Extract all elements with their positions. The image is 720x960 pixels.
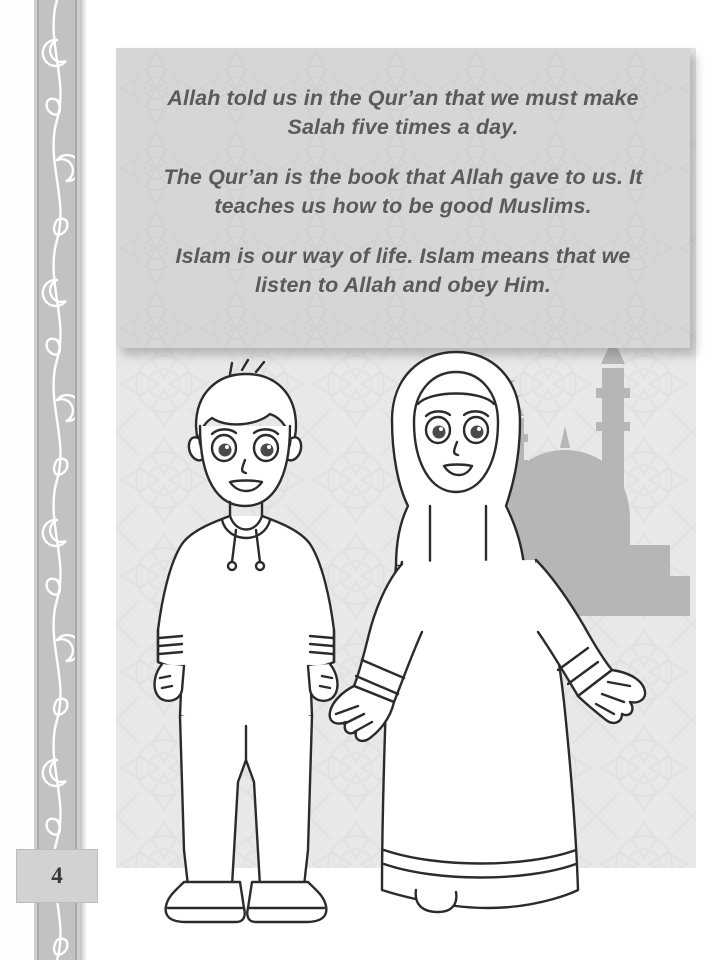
- paragraph-2: The Qur’an is the book that Allah gave to us. It teaches us how to be good Muslims.: [163, 165, 643, 218]
- page-number: 4: [16, 849, 98, 903]
- paragraph-1: Allah told us in the Qur’an that we must make Salah five times a day.: [167, 86, 639, 139]
- page-left-edge: [0, 0, 34, 960]
- lesson-text: [116, 48, 690, 348]
- characters-illustration: [96, 330, 696, 930]
- decorative-border-strip: [34, 0, 80, 960]
- boy-character: [155, 360, 338, 922]
- paragraph-3: Islam is our way of life. Islam means that we listen to Allah and obey Him.: [175, 244, 631, 297]
- lesson-text-panel: [116, 48, 690, 348]
- border-strip-shadow: [80, 0, 87, 960]
- girl-character: [330, 352, 645, 912]
